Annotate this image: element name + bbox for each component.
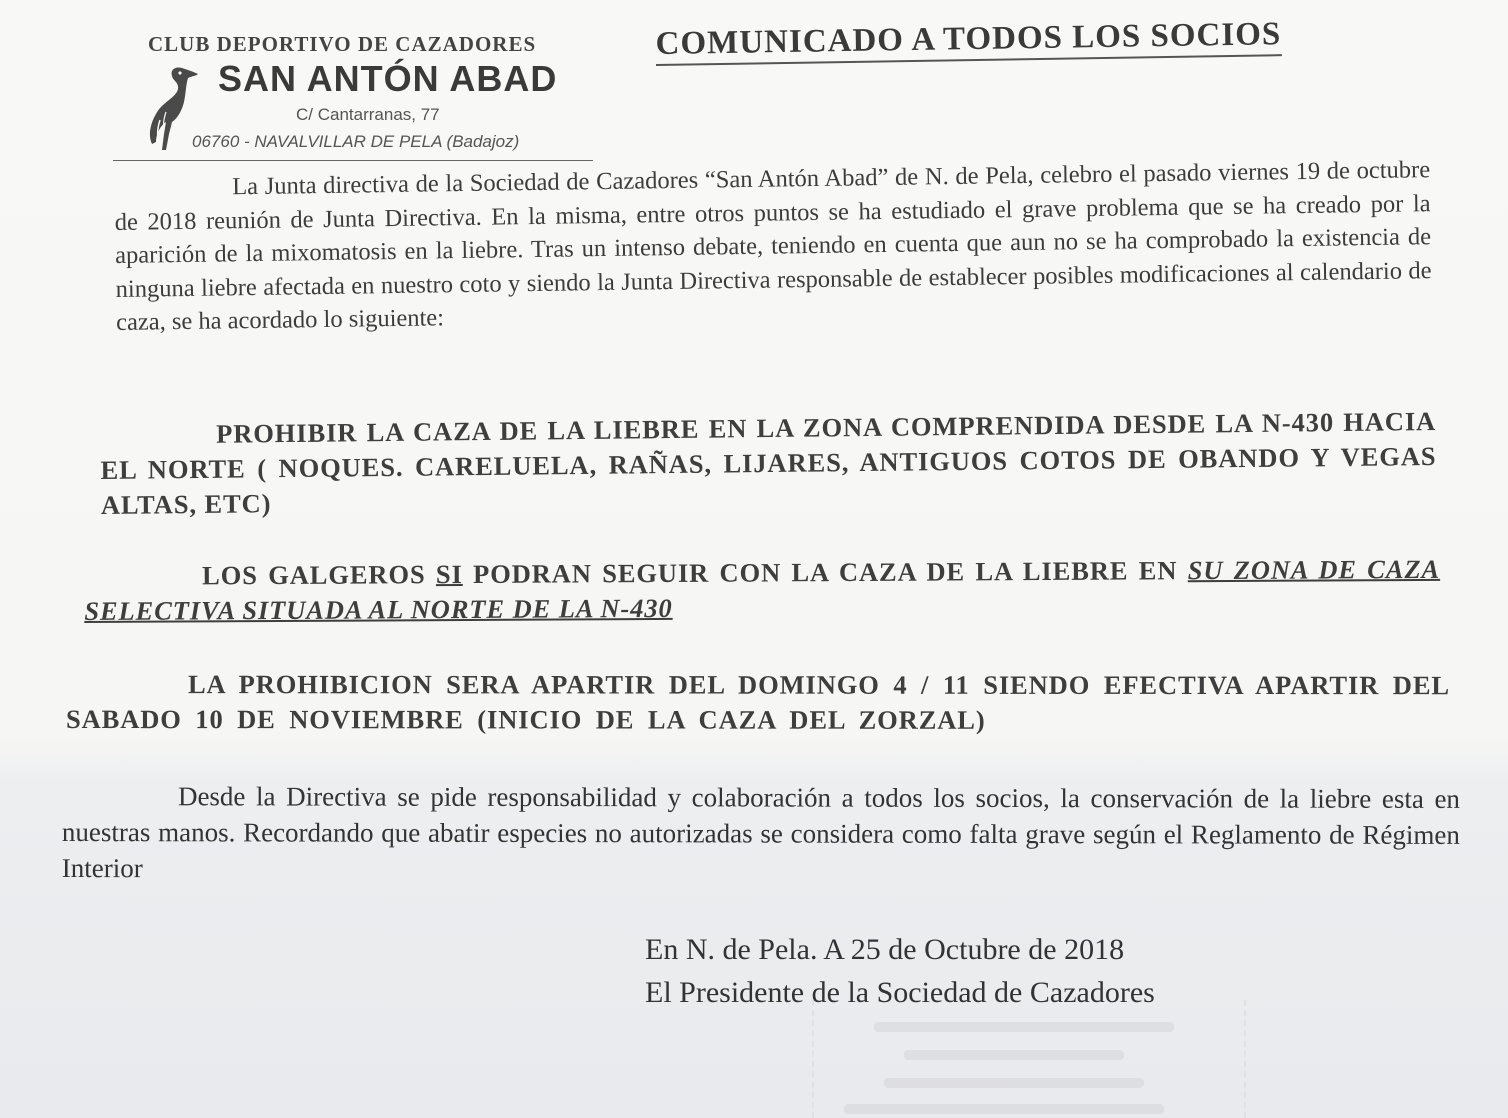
rule-galgueros-exception	[84, 552, 1440, 629]
rule2-text-start: LOS GALGEROS	[202, 559, 436, 591]
rule2-si-underlined: SI	[435, 559, 463, 590]
closing-paragraph: Desde la Directiva se pide responsabilidad y colaboración a todos los socios, la conservación de la liebre esta en nuestras manos. Recordando que abatir especies no autorizadas se considera como falta grave según el Reglamento de Régimen Interior	[61, 781, 1460, 884]
document-title: COMUNICADO A TODOS LOS SOCIOS	[655, 16, 1281, 66]
header-divider	[113, 160, 593, 161]
signature-date-line: En N. de Pela. A 25 de Octubre de 2018	[645, 933, 1125, 966]
rule2-text-middle: PODRAN SEGUIR CON LA CAZA DE LA LIEBRE EN	[462, 555, 1188, 590]
rule2-zone-underlined: SU ZONA DE CAZA SELECTIVA SITUADA AL NORTE DE LA N-430	[84, 553, 1441, 626]
club-name: SAN ANTÓN ABAD	[218, 58, 558, 99]
club-street-address: C/ Cantarranas, 77	[296, 105, 440, 124]
signature-role-line: El Presidente de la Sociedad de Cazadores	[645, 976, 1155, 1009]
intro-paragraph: La Junta directiva de la Sociedad de Cazadores “San Antón Abad” de N. de Pela, celebro el pasado viernes 19 de octubre de 2018 reunión de Junta Directiva. En la misma, entre otros puntos se ha estudiado el grave problema que se ha creado por la aparición de la mixomatosis en la liebre. Tras un intenso debate, teniendo en cuenta que aun no se ha comprobado la existencia de ninguna liebre afectada en nuestro coto y siendo la Junta Directiva responsable de establecer posibles modificaciones al calendario de caza, se ha acordado lo siguiente:	[114, 156, 1432, 336]
faint-stamp	[812, 1000, 1246, 1118]
club-town-address: 06760 - NAVALVILLAR DE PELA (Badajoz)	[192, 132, 520, 151]
rule-effective-dates: LA PROHIBICION SERA APARTIR DEL DOMINGO 4 / 11 SIENDO EFECTIVA APARTIR DEL SABADO 10 DE NOVIEMBRE (INICIO DE LA CAZA DEL ZORZAL)	[65, 669, 1450, 735]
rule-prohibition-zone: PROHIBIR LA CAZA DE LA LIEBRE EN LA ZONA COMPRENDIDA DESDE LA N-430 HACIA EL NORTE ( NOQUES. CARELUELA, RAÑAS, LIJARES, ANTIGUOS COTOS DE OBANDO Y VEGAS ALTAS, ETC)	[100, 406, 1437, 520]
club-line: CLUB DEPORTIVO DE CAZADORES	[148, 32, 537, 56]
